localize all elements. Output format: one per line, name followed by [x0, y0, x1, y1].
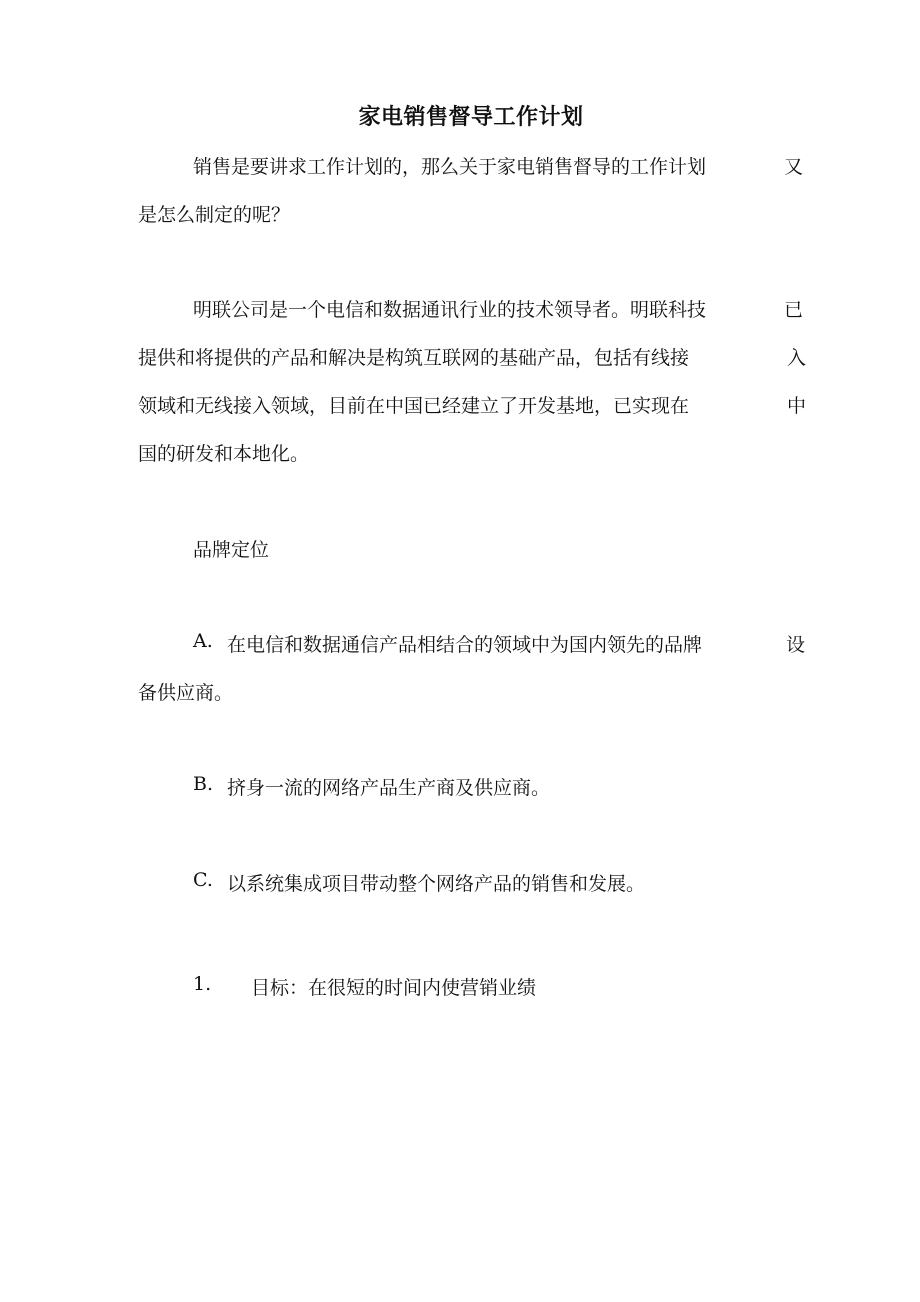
intro-line-1: 销售是要讲求工作计划的，那么关于家电销售督导的工作计划 — [193, 156, 707, 178]
item-b-text: 挤身一流的网络产品生产商及供应商。 — [227, 777, 551, 799]
company-line-3: 领域和无线接入领域，目前在中国已经建立了开发基地，已实现在 — [138, 395, 690, 417]
company-line-4: 国的研发和本地化。 — [138, 443, 310, 465]
item-a-line-1-end: 设 — [786, 634, 806, 656]
intro-line-2: 是怎么制定的呢？ — [138, 204, 291, 226]
item-a-marker: A. — [193, 630, 213, 652]
company-line-1-end: 已 — [784, 299, 804, 321]
company-line-2: 提供和将提供的产品和解决是构筑互联网的基础产品，包括有线接 — [138, 347, 690, 369]
intro-line-1-end: 又 — [784, 156, 804, 178]
item-c-text: 以系统集成项目带动整个网络产品的销售和发展。 — [227, 873, 646, 895]
company-line-2-end: 入 — [787, 347, 807, 369]
item-1-text: 目标：在很短的时间内使营销业绩 — [251, 977, 537, 999]
item-a-line-1: 在电信和数据通信产品相结合的领域中为国内领先的品牌 — [227, 634, 703, 656]
item-a-line-2: 备供应商。 — [138, 682, 234, 704]
company-line-3-end: 中 — [787, 395, 807, 417]
item-b-marker: B. — [193, 773, 214, 795]
item-1-marker: 1. — [193, 973, 212, 995]
company-line-1: 明联公司是一个电信和数据通讯行业的技术领导者。明联科技 — [193, 299, 707, 321]
document-title: 家电销售督导工作计划 — [358, 104, 584, 130]
item-c-marker: C. — [193, 869, 213, 891]
brand-positioning-heading: 品牌定位 — [193, 539, 270, 561]
